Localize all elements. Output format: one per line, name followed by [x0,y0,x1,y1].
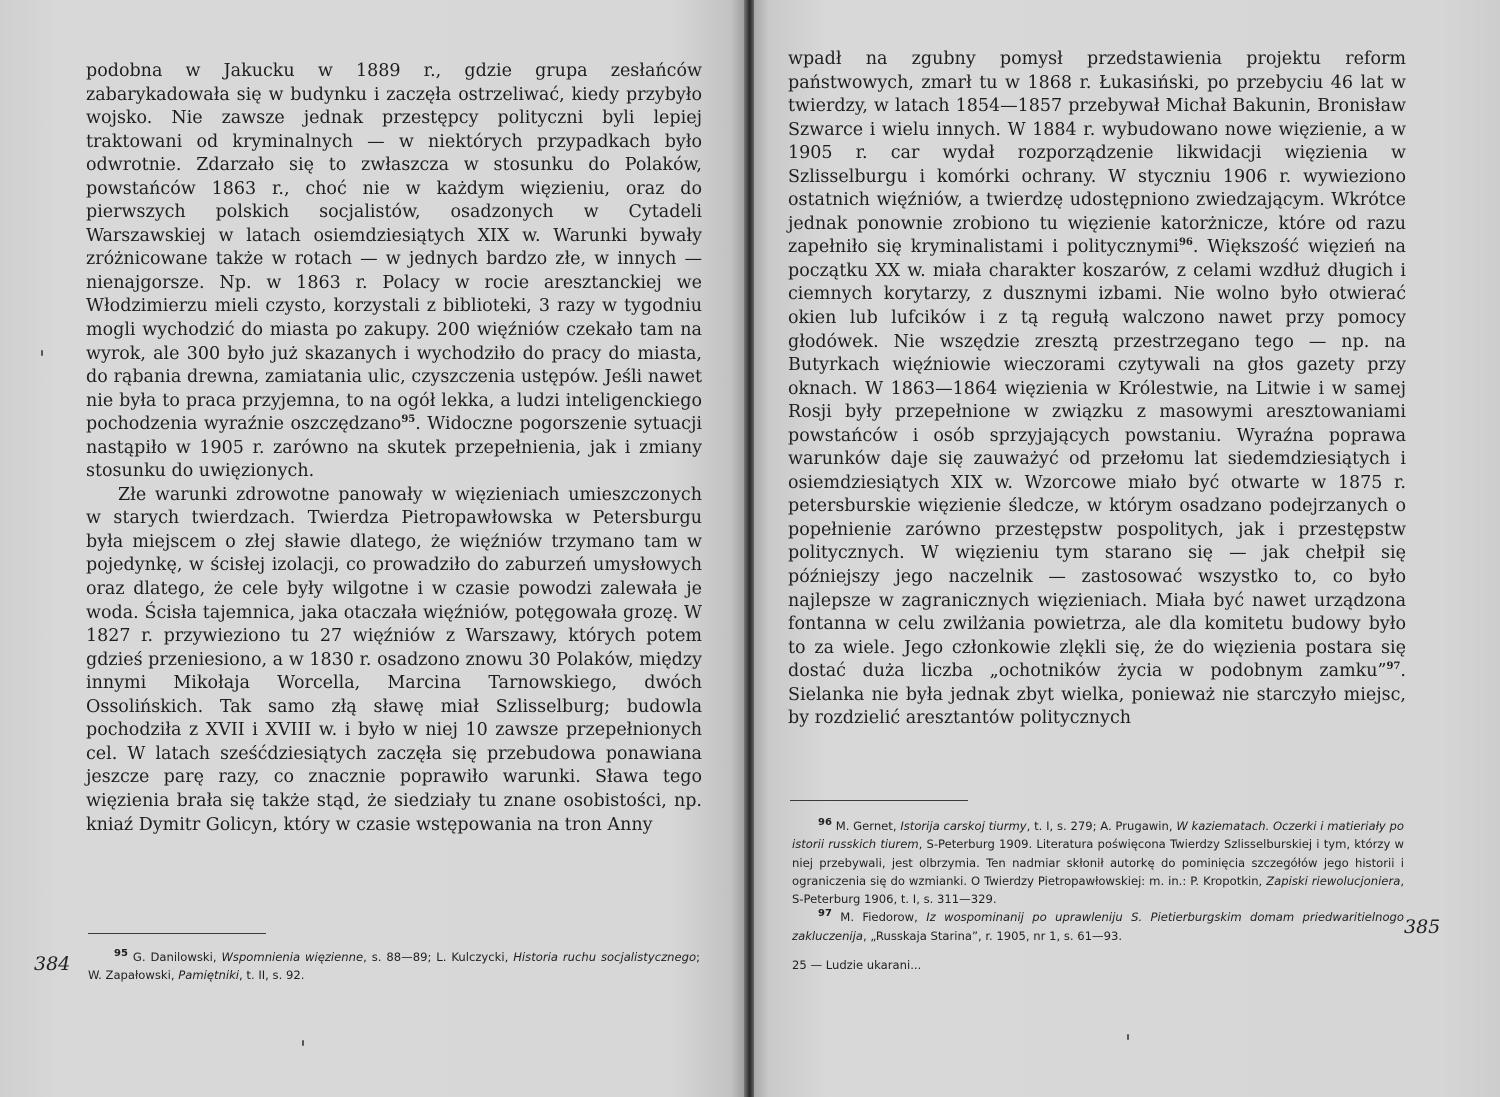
footnote-96 [792,817,1404,908]
footnote-text: , „Russkaja Starina”, r. 1905, nr 1, s. 61—93. [862,928,1123,943]
left-paragraph-2: Złe warunki zdrowotne panowały w więzieniach umieszczonych w starych twierdzach. Twierdza Pietropawłowska w Petersburgu była miejscem o złej sławie dlatego, że więźniów trzymano tam w pojedynkę, w ścisłej izolacji, co prowadziło do zaburzeń umysłowych oraz dlatego, że cele były wilgotne i w czasie powodzi zalewała je woda. Ścisła tajemnica, jaka otaczała więźniów, potęgowała grozę. W 1827 r. przywieziono tu 27 więźniów z Warszawy, których potem gdzieś przeniesiono, a w 1830 r. osadzono znowu 30 Polaków, między innymi Mikołaja Worcella, Marcina Tarnowskiego, dwóch Ossolińskich. Tak samo złą sławę miał Szlisselburg; budowla pochodziła z XVII i XVIII w. i było w niej 10 zawsze przepełnionych cel. W latach sześćdziesiątych zaczęła się przebudowa ponawiana jeszcze parę razy, co znacznie poprawiło warunki. Sława tego więzienia brała się także stąd, że siedziały tu znane osobistości, np. kniaź Dymitr Golicyn, który w czasie wstępowania na tron Anny [86,484,702,835]
footnote-text: M. Gernet, [831,819,901,833]
footnote-mark-97: 97 [818,908,832,920]
footnote-95 [88,948,700,985]
left-paragraph-1-text: podobna w Jakucku w 1889 r., gdzie grupa zesłańców zabarykadowała się w budynku i zaczęła ostrzeliwać, kiedy przybyło wojsko. Nie zawsze jednak przestępcy polityczni byli lepiej traktowani od kryminalnych — w niektórych przypadkach było odwrotnie. Zdarzało się to zwłaszcza w stosunku do Polaków, powstańców 1863 r., choć nie w każdym więzieniu, oraz do pierwszych polskich socjalistów, osadzonych w Cytadeli Warszawskiej w latach osiemdziesiątych XIX w. Warunki bywały zróżnicowane także w rotach — w jednych bardzo złe, w innych — nienajgorsze. Np. w 1863 r. Polacy w rocie aresztanckiej we Włodzimierzu mieli czysto, korzystali z biblioteki, 3 razy w tygodniu mogli wychodzić do miasta po zakupy. 200 więźniów czekało tam na wyrok, ale 300 było już skazanych i wychodziło do pracy do miasta, do rąbania drewna, zamiatania ulic, czyszczenia ustępów. Jeśli nawet nie była to praca przyjemna, to na ogół lekka, a ludzi inteligenckiego pochodzenia wyraźnie oszczędzano [86,61,702,435]
footnote-title: Zapiski riewolucjoniera [1266,873,1401,888]
left-footnotes [88,948,700,985]
footnote-mark-96: 96 [818,817,832,829]
footnote-divider [88,933,266,934]
footnote-ref-97[interactable]: 97 [1386,661,1401,673]
footnote-title: W kaziematach. Oczerki i matieriały po istorii russkich tiurem [792,819,1405,852]
right-paragraph-1 [788,48,1406,731]
left-page [0,0,746,1097]
footnote-ref-95[interactable]: 95 [401,414,416,426]
footnote-text: , S-Peterburg 1909. Literatura poświęcona Twierdzy Szlisselburskiej i tym, którzy w niej przebywali, jest olbrzymia. Ten nadmiar skłonił autorkę do pominięcia szczegółów jego historii i ograniczenia się do wzmianki. O Twierdzy Pietropawłowskiej: m. in.: P. Kropotkin, [792,837,1404,888]
paper-speck [41,350,43,356]
footnote-ref-96[interactable]: 96 [1178,237,1193,249]
left-paragraph-1 [86,60,702,484]
footnote-text: ; W. Zapałowski, [88,950,700,983]
right-paragraph-1-mid: . Większość więzień na początku XX w. miała charakter koszarów, z celami wzdłuż długich i ciemnych korytarzy, z dusznymi izbami. Nie wolno było otwierać okien lub lufcików i z tą regułą walczono nawet przy pomocy głodówek. Nie wszędzie zresztą przestrzegano tego — np. na Butyrkach więźniowie wieczorami czytywali na głos gazety przy oknach. W 1863—1864 więzienia w Królestwie, na Litwie i w samej Rosji były przepełnione w związku z masowymi aresztowaniami powstańców i osób sprzyjających powstaniu. Wyraźna poprawa warunków daje się zauważyć od przełomu lat siedemdziesiątych i osiemdziesiątych XIX w. Wzorcowe miało być otwarte w 1875 r. petersburskie więzienie śledcze, w którym osadzano podejrzanych o popełnienie zarówno przestępstw pospolitych, jak i przestępstw politycznych. W więzieniu tym starano się — jak chełpił się późniejszy jego naczelnik — zastosować wszystko to, co było najlepsze w zagranicznych więzieniach. Miała być nawet urządzona fontanna w celu zwilżania powietrza, ale dla komitetu budowy było to za wiele. Jego członkowie zlękli się, że do więzienia postara się dostać duża liczba „ochotników życia w podobnym zamku” [788,237,1406,682]
right-paragraph-1-tail: . Sielanka nie była jednak zbyt wielka, ponieważ nie starczyło miejsc, by rozdzielić aresztantów politycznych [788,661,1406,729]
footnote-mark-95: 95 [114,948,128,960]
footnote-text: M. Fiedorow, [831,910,927,925]
page-number-right: 385 [1404,916,1441,938]
right-page-body [788,48,1406,731]
footnote-text: , t. II, s. 92. [239,968,305,983]
footnote-text: G. Danilowski, [127,950,222,964]
right-page [754,0,1500,1097]
paper-speck [302,1040,304,1046]
right-footnotes [792,817,1404,945]
footnote-title: Pamiętniki [178,968,240,983]
footnote-text: , s. 88—89; L. Kulczycki, [363,950,514,964]
paper-speck [1127,1034,1129,1040]
footnote-97 [792,908,1404,945]
right-paragraph-1-head: wpadł na zgubny pomysł przedstawienia projektu reform państwowych, zmarł tu w 1868 r. Łukasiński, po przebyciu 46 lat w twierdzy, w latach 1854—1857 przebywał Michał Bakunin, Bronisław Szwarce i wielu innych. W 1884 r. wybudowano nowe więzienie, a w 1905 r. car wydał rozporządzenie likwidacji więzienia w Szlisselburgu i komórki ochrany. W styczniu 1906 r. wywieziono ostatnich więźniów, a twierdzę udostępniono zwiedzającym. Wkrótce jednak ponownie zrobiono tu więzienie katorżnicze, które od razu zapełniło się kryminalistami i politycznymi [788,49,1406,258]
footnote-title: Istorija carskoj tiurmy [900,819,1027,833]
footnote-divider [790,800,968,801]
footnote-text: , t. I, s. 279; A. Prugawin, [1026,819,1177,833]
footnote-title: Historia ruchu socjalistycznego [513,950,697,964]
left-page-body [86,60,702,837]
footnote-title: Iz wospominanij po uprawleniju S. Pietierburgskim domam priedwaritielnogo zakluczenija [792,910,1404,943]
footnote-title: Wspomnienia więzienne [221,950,364,964]
footnote-text: , S-Peterburg 1906, t. I, s. 311—329. [792,873,1404,907]
printer-signature: 25 — Ludzie ukarani... [792,958,922,972]
page-number-left: 384 [34,953,71,975]
left-paragraph-1-tail: . Widoczne pogorszenie sytuacji nastąpiło w 1905 r. zarówno na skutek przepełnienia, jak i zmiany stosunku do uwięzionych. [86,414,703,482]
